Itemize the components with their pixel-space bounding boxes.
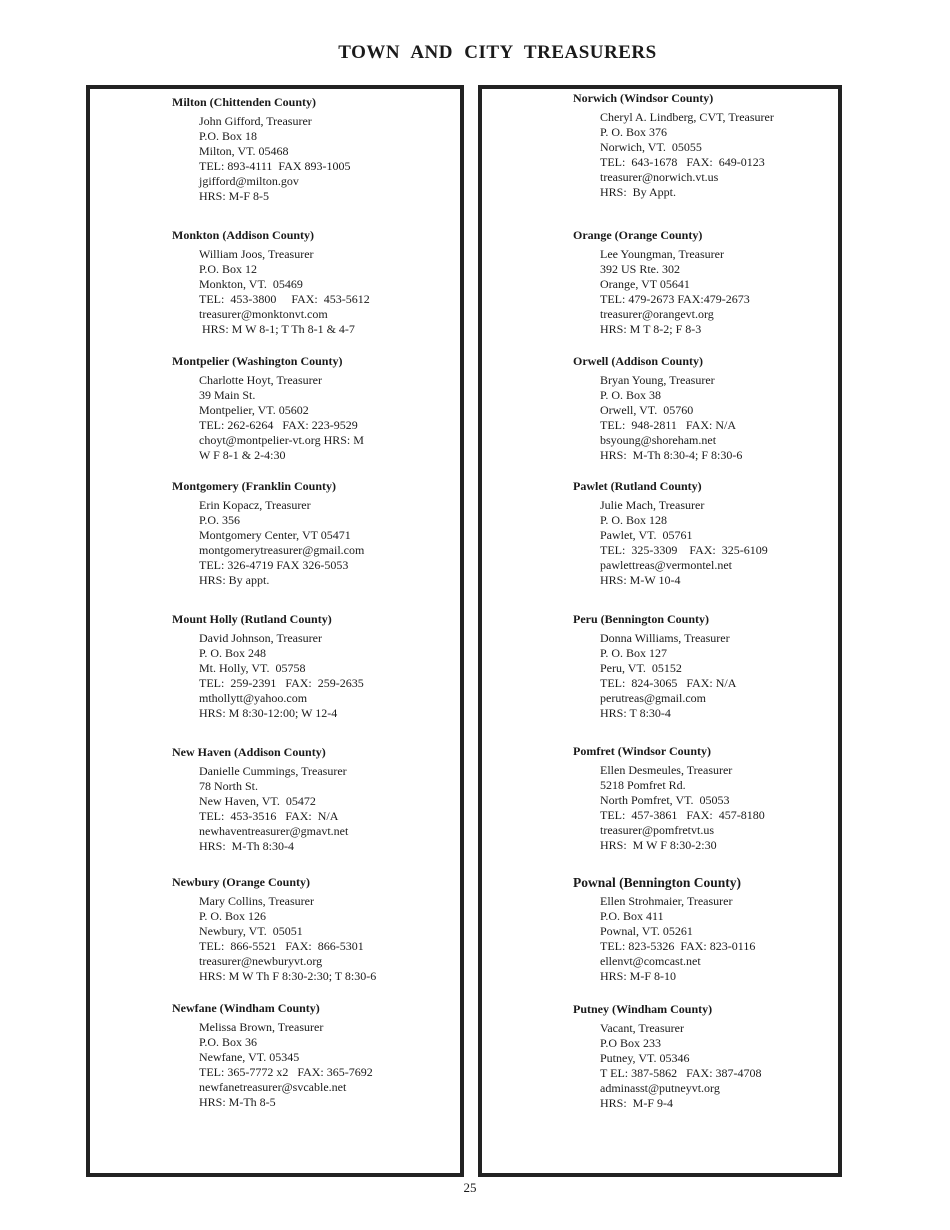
contact-line: HRS: M T 8-2; F 8-3 — [600, 321, 702, 336]
town-heading: Orwell (Addison County) — [573, 354, 704, 368]
town-heading: Newfane (Windham County) — [172, 1001, 320, 1015]
contact-line: jgifford@milton.gov — [199, 173, 299, 188]
page-title: TOWN AND CITY TREASURERS — [338, 42, 657, 63]
contact-line: 5218 Pomfret Rd. — [600, 777, 686, 792]
contact-details — [600, 110, 774, 199]
contact-line: Montpelier, VT. 05602 — [199, 402, 309, 417]
contact-line: TEL: 365-7772 x2 FAX: 365-7692 — [199, 1064, 373, 1079]
contact-line: newfanetreasurer@svcable.net — [199, 1079, 347, 1094]
contact-line: TEL: 824-3065 FAX: N/A — [600, 675, 737, 690]
contact-details — [199, 247, 370, 336]
contact-line: perutreas@gmail.com — [600, 690, 707, 705]
contact-line: Bryan Young, Treasurer — [600, 373, 715, 387]
treasurer-entry — [172, 228, 370, 336]
contact-line: treasurer@pomfretvt.us — [600, 822, 715, 837]
contact-line: New Haven, VT. 05472 — [199, 793, 316, 808]
town-heading: Montgomery (Franklin County) — [172, 479, 336, 493]
treasurer-entry — [172, 354, 364, 462]
town-heading: Newbury (Orange County) — [172, 875, 310, 889]
contact-details — [199, 764, 348, 853]
contact-details — [600, 763, 765, 852]
contact-line: Melissa Brown, Treasurer — [199, 1020, 324, 1034]
contact-line: montgomerytreasurer@gmail.com — [199, 542, 365, 557]
contact-line: TEL: 259-2391 FAX: 259-2635 — [199, 675, 364, 690]
page-number: 25 — [463, 1180, 477, 1195]
contact-line: TEL: 457-3861 FAX: 457-8180 — [600, 807, 765, 822]
contact-line: TEL: 479-2673 FAX:479-2673 — [600, 291, 750, 306]
contact-line: P.O. Box 36 — [199, 1034, 258, 1049]
contact-line: North Pomfret, VT. 05053 — [600, 792, 730, 807]
contact-line: Monkton, VT. 05469 — [199, 276, 303, 291]
contact-line: HRS: M-W 10-4 — [600, 572, 681, 587]
contact-line: Orwell, VT. 05760 — [600, 402, 694, 417]
contact-line: Ellen Strohmaier, Treasurer — [600, 894, 733, 908]
town-heading: Orange (Orange County) — [573, 228, 703, 242]
contact-line: TEL: 893-4111 FAX 893-1005 — [199, 158, 351, 173]
contact-line: Vacant, Treasurer — [600, 1021, 684, 1035]
contact-details — [600, 498, 768, 587]
town-heading: Mount Holly (Rutland County) — [172, 612, 332, 626]
contact-line: Mary Collins, Treasurer — [199, 894, 314, 908]
contact-line: Milton, VT. 05468 — [199, 143, 289, 158]
contact-line: HRS: M W 8-1; T Th 8-1 & 4-7 — [199, 321, 355, 336]
contact-details — [199, 1020, 373, 1109]
contact-line: TEL: 823-5326 FAX: 823-0116 — [600, 938, 756, 953]
contact-line: choyt@montpelier-vt.org HRS: M — [199, 432, 364, 447]
treasurer-entry — [172, 745, 348, 853]
contact-line: TEL: 325-3309 FAX: 325-6109 — [600, 542, 768, 557]
contact-line: T EL: 387-5862 FAX: 387-4708 — [600, 1065, 762, 1080]
town-heading: New Haven (Addison County) — [172, 745, 326, 759]
contact-details — [199, 373, 364, 462]
contact-line: Norwich, VT. 05055 — [600, 139, 702, 154]
contact-line: HRS: M-Th 8:30-4; F 8:30-6 — [600, 447, 743, 462]
contact-line: Peru, VT. 05152 — [600, 660, 682, 675]
contact-line: John Gifford, Treasurer — [199, 114, 312, 128]
town-heading: Pawlet (Rutland County) — [573, 479, 702, 493]
contact-line: P. O. Box 376 — [600, 124, 668, 139]
contact-line: newhaventreasurer@gmavt.net — [199, 823, 349, 838]
contact-line: Cheryl A. Lindberg, CVT, Treasurer — [600, 110, 774, 124]
contact-line: P. O. Box 38 — [600, 387, 662, 402]
contact-line: treasurer@orangevt.org — [600, 306, 714, 321]
contact-line: William Joos, Treasurer — [199, 247, 314, 261]
treasurer-entry — [172, 95, 351, 203]
contact-details — [199, 498, 364, 587]
treasurer-entry — [573, 91, 774, 199]
contact-line: HRS: M-F 9-4 — [600, 1095, 674, 1110]
contact-line: P. O. Box 127 — [600, 645, 668, 660]
contact-line: HRS: By appt. — [199, 572, 270, 587]
treasurer-entry — [573, 1002, 762, 1110]
contact-line: TEL: 326-4719 FAX 326-5053 — [199, 557, 349, 572]
contact-line: P. O. Box 248 — [199, 645, 267, 660]
contact-details — [199, 114, 351, 203]
treasurer-entry — [573, 744, 765, 852]
treasurer-entry — [573, 479, 768, 587]
contact-line: adminasst@putneyvt.org — [600, 1080, 720, 1095]
contact-line: bsyoung@shoreham.net — [600, 432, 717, 447]
contact-details — [600, 894, 755, 983]
contact-line: HRS: M-F 8-5 — [199, 188, 270, 203]
contact-line: P.O. Box 12 — [199, 261, 258, 276]
treasurer-entry — [573, 354, 742, 462]
contact-line: Donna Williams, Treasurer — [600, 631, 730, 645]
town-heading: Monkton (Addison County) — [172, 228, 315, 242]
contact-line: 39 Main St. — [199, 387, 256, 402]
treasurer-entry — [573, 228, 750, 336]
contact-line: Montgomery Center, VT 05471 — [199, 527, 351, 542]
contact-details — [199, 894, 376, 983]
contact-line: ellenvt@comcast.net — [600, 953, 701, 968]
contact-line: P.O. 356 — [199, 512, 241, 527]
contact-line: P. O. Box 126 — [199, 908, 267, 923]
contact-line: mthollytt@yahoo.com — [199, 690, 308, 705]
contact-line: HRS: M 8:30-12:00; W 12-4 — [199, 705, 338, 720]
contact-line: treasurer@norwich.vt.us — [600, 169, 719, 184]
contact-line: HRS: M-F 8-10 — [600, 968, 677, 983]
contact-line: TEL: 453-3800 FAX: 453-5612 — [199, 291, 370, 306]
treasurer-entry — [172, 479, 364, 587]
contact-line: Newfane, VT. 05345 — [199, 1049, 300, 1064]
contact-line: Pawlet, VT. 05761 — [600, 527, 693, 542]
contact-line: Lee Youngman, Treasurer — [600, 247, 724, 261]
contact-line: Erin Kopacz, Treasurer — [199, 498, 311, 512]
treasurer-entry — [172, 875, 376, 983]
contact-line: HRS: M-Th 8:30-4 — [199, 838, 295, 853]
contact-line: P. O. Box 128 — [600, 512, 668, 527]
town-heading: Peru (Bennington County) — [573, 612, 710, 626]
contact-line: Pownal, VT. 05261 — [600, 923, 693, 938]
contact-line: Charlotte Hoyt, Treasurer — [199, 373, 322, 387]
town-heading: Norwich (Windsor County) — [573, 91, 714, 105]
contact-line: HRS: T 8:30-4 — [600, 705, 671, 720]
contact-line: Danielle Cummings, Treasurer — [199, 764, 347, 778]
contact-line: pawlettreas@vermontel.net — [600, 557, 732, 572]
treasurer-entry — [573, 612, 736, 720]
contact-line: W F 8-1 & 2-4:30 — [199, 447, 286, 462]
contact-details — [600, 373, 742, 462]
contact-details — [600, 1021, 762, 1110]
contact-details — [600, 247, 750, 336]
contact-line: treasurer@monktonvt.com — [199, 306, 328, 321]
town-heading: Pomfret (Windsor County) — [573, 744, 711, 758]
treasurer-entry — [172, 1001, 373, 1109]
contact-line: HRS: M W F 8:30-2:30 — [600, 837, 717, 852]
contact-line: TEL: 262-6264 FAX: 223-9529 — [199, 417, 358, 432]
treasurer-entry — [172, 612, 364, 720]
contact-line: Newbury, VT. 05051 — [199, 923, 303, 938]
treasurer-entry — [573, 875, 755, 983]
contact-line: Julie Mach, Treasurer — [600, 498, 705, 512]
town-heading: Montpelier (Washington County) — [172, 354, 343, 368]
contact-line: Ellen Desmeules, Treasurer — [600, 763, 733, 777]
contact-line: P.O Box 233 — [600, 1035, 662, 1050]
contact-line: Putney, VT. 05346 — [600, 1050, 690, 1065]
contact-line: 78 North St. — [199, 778, 259, 793]
contact-line: P.O. Box 18 — [199, 128, 258, 143]
contact-details — [600, 631, 736, 720]
contact-line: HRS: M W Th F 8:30-2:30; T 8:30-6 — [199, 968, 377, 983]
contact-line: TEL: 866-5521 FAX: 866-5301 — [199, 938, 364, 953]
contact-line: P.O. Box 411 — [600, 908, 664, 923]
contact-details — [199, 631, 364, 720]
town-heading: Pownal (Bennington County) — [573, 875, 742, 890]
contact-line: HRS: M-Th 8-5 — [199, 1094, 276, 1109]
contact-line: TEL: 453-3516 FAX: N/A — [199, 808, 339, 823]
contact-line: Orange, VT 05641 — [600, 276, 690, 291]
contact-line: David Johnson, Treasurer — [199, 631, 322, 645]
town-heading: Putney (Windham County) — [573, 1002, 713, 1016]
contact-line: TEL: 948-2811 FAX: N/A — [600, 417, 736, 432]
contact-line: HRS: By Appt. — [600, 184, 677, 199]
contact-line: TEL: 643-1678 FAX: 649-0123 — [600, 154, 765, 169]
town-heading: Milton (Chittenden County) — [172, 95, 317, 109]
contact-line: Mt. Holly, VT. 05758 — [199, 660, 306, 675]
contact-line: treasurer@newburyvt.org — [199, 953, 323, 968]
contact-line: 392 US Rte. 302 — [600, 261, 681, 276]
